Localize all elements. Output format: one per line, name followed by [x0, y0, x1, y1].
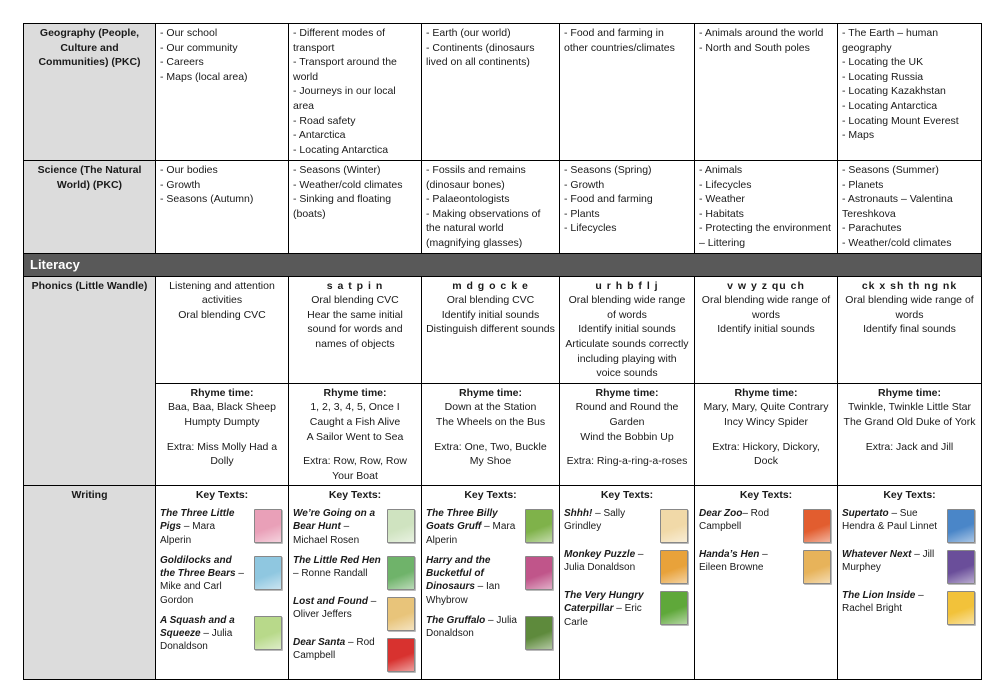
- rhyme-title: Baa, Baa, Black Sheep: [168, 401, 276, 414]
- book-entry: [426, 507, 555, 547]
- rhyme-title: Down at the Station: [444, 401, 537, 414]
- geography-item: - Journeys in our local area: [293, 85, 396, 112]
- book-author: – Ian Whybrow: [426, 581, 500, 606]
- rhyme-title: The Wheels on the Bus: [435, 415, 546, 428]
- science-cell: [695, 161, 838, 254]
- science-item: - Our bodies: [160, 164, 218, 176]
- geography-cell: [695, 24, 838, 161]
- geography-cell: [838, 24, 982, 161]
- book-author: – Mara Alperin: [160, 521, 216, 546]
- rhyme-title: 1, 2, 3, 4, 5, Once I Caught a Fish Alive: [309, 401, 401, 428]
- rhyme-title: Incy Wincy Spider: [723, 415, 809, 428]
- phonics-sounds: m d g o c k e: [452, 279, 529, 292]
- book-cover-image: [387, 597, 415, 631]
- literacy-section-header: Literacy: [24, 253, 982, 276]
- writing-cell: [695, 486, 838, 680]
- science-item: - Animals: [699, 164, 743, 176]
- book-title: Harry and the Bucketful of Dinosaurs: [426, 554, 491, 593]
- rhyme-time-heading: Rhyme time:: [323, 386, 387, 399]
- geography-item: - Road safety: [293, 114, 356, 127]
- book-entry: [293, 595, 417, 629]
- rhyme-title: Mary, Mary, Quite Contrary: [703, 401, 829, 414]
- writing-cell: [156, 486, 289, 680]
- rhyme-row: [24, 383, 982, 486]
- science-row: [24, 161, 982, 254]
- science-item: - Seasons (Spring): [564, 164, 652, 176]
- phonics-row: [24, 276, 982, 383]
- writing-cell: [289, 486, 422, 680]
- book-entry: [842, 548, 977, 582]
- rhyme-title: Humpty Dumpty: [184, 415, 260, 428]
- science-item: - Plants: [564, 207, 600, 220]
- geography-item: - Transport around the world: [293, 56, 397, 83]
- science-item: - Parachutes: [842, 222, 902, 235]
- book-author: – Rachel Bright: [842, 590, 924, 615]
- geography-label: Geography (People, Culture and Communities) (PKC): [24, 24, 156, 161]
- book-author: – Julia Donaldson: [564, 549, 644, 574]
- geography-item: - Food and farming in other countries/climates: [564, 27, 675, 54]
- science-item: - Lifecycles: [699, 178, 752, 191]
- phonics-objective: Distinguish different sounds: [426, 323, 555, 336]
- book-author: – Eric Carle: [564, 603, 642, 628]
- key-texts-heading: Key Texts:: [883, 489, 936, 502]
- phonics-objective: Oral blending CVC: [178, 308, 266, 321]
- book-author: – Rod Campbell: [293, 636, 375, 662]
- rhyme-cell: [560, 383, 695, 486]
- phonics-cell: [695, 276, 838, 383]
- rhyme-extra: Extra: Ring-a-ring-a-roses: [566, 455, 688, 468]
- writing-label: Writing: [24, 486, 156, 680]
- spacer: [564, 444, 690, 454]
- science-item: - Protecting the environment – Littering: [699, 222, 831, 249]
- book-cover-image: [947, 550, 975, 584]
- book-author: – Sally Grindley: [564, 508, 626, 533]
- science-item: - Astronauts – Valentina Tereshkova: [842, 193, 953, 220]
- phonics-sounds: ck x sh th ng nk: [861, 279, 958, 292]
- geography-row: [24, 24, 982, 161]
- rhyme-time-heading: Rhyme time:: [458, 386, 522, 399]
- book-title: The Very Hungry Caterpillar: [564, 590, 644, 615]
- book-entry: [564, 548, 690, 582]
- phonics-label: Phonics (Little Wandle): [24, 276, 156, 486]
- book-entry: [699, 548, 833, 582]
- rhyme-extra: Extra: Jack and Jill: [865, 440, 954, 453]
- book-entry: [426, 614, 555, 648]
- book-author: – Eileen Browne: [699, 549, 768, 574]
- phonics-objective: Identify initial sounds: [717, 323, 815, 336]
- book-author: – Julia Donaldson: [426, 614, 517, 639]
- book-author: – Jill Murphey: [842, 549, 935, 574]
- book-entry: [564, 589, 690, 629]
- rhyme-title: Round and Round the Garden: [575, 401, 679, 428]
- phonics-objective: Identify initial sounds: [441, 308, 540, 321]
- geography-cell: [289, 24, 422, 161]
- phonics-objective: Oral blending wide range of words: [568, 294, 686, 321]
- book-title: The Little Red Hen: [293, 554, 381, 566]
- geography-item: - The Earth – human geography: [842, 27, 939, 54]
- science-item: - Palaeontologists: [426, 193, 510, 206]
- book-cover-image: [387, 556, 415, 590]
- book-entry: [293, 636, 417, 670]
- science-cell: [838, 161, 982, 254]
- phonics-objective: Articulate sounds correctly including playing with voice sounds: [565, 337, 689, 380]
- phonics-cell: [289, 276, 422, 383]
- phonics-cell: [838, 276, 982, 383]
- rhyme-extra: Extra: Miss Molly Had a Dolly: [166, 440, 278, 468]
- science-item: - Weather/cold climates: [293, 178, 403, 191]
- phonics-objective: Oral blending wide range of words: [701, 294, 831, 321]
- science-cell: [560, 161, 695, 254]
- book-title: Shhh!: [564, 508, 593, 520]
- rhyme-cell: [289, 383, 422, 486]
- book-entry: [842, 507, 977, 541]
- geography-item: - Locating the UK: [842, 56, 924, 69]
- geography-cell: [560, 24, 695, 161]
- book-title: We’re Going on a Bear Hunt: [293, 508, 376, 533]
- geography-item: - Our community: [160, 41, 238, 54]
- geography-item: - Animals around the world: [699, 27, 824, 39]
- book-entry: [160, 507, 284, 547]
- book-cover-image: [254, 556, 282, 590]
- phonics-sounds: v w y z qu ch: [727, 279, 805, 292]
- science-item: - Food and farming: [564, 193, 653, 206]
- book-author: – Julia Donaldson: [160, 627, 233, 653]
- rhyme-title: Wind the Bobbin Up: [580, 430, 674, 443]
- book-title: Whatever Next: [842, 549, 912, 561]
- science-item: - Weather/cold climates: [842, 236, 952, 249]
- rhyme-title: Twinkle, Twinkle Little Star: [848, 401, 971, 414]
- book-author: – Michael Rosen: [293, 521, 360, 546]
- phonics-sounds: s a t p i n: [326, 279, 384, 292]
- phonics-objective: Listening and attention activities: [169, 279, 275, 307]
- book-title: The Three Billy Goats Gruff: [426, 508, 498, 533]
- rhyme-time-heading: Rhyme time:: [595, 386, 659, 399]
- book-title: The Lion Inside: [842, 590, 916, 602]
- science-item: - Making observations of the natural world (magnifying glasses): [426, 207, 541, 249]
- phonics-cell: [422, 276, 560, 383]
- book-cover-image: [660, 509, 688, 543]
- geography-item: - Maps: [842, 129, 875, 142]
- phonics-objective: Oral blending CVC: [311, 294, 399, 307]
- book-cover-image: [947, 591, 975, 625]
- science-cell: [156, 161, 289, 254]
- phonics-objective: Oral blending wide range of words: [845, 294, 974, 321]
- key-texts-heading: Key Texts:: [328, 489, 382, 502]
- geography-item: - Locating Kazakhstan: [842, 85, 946, 98]
- science-label: Science (The Natural World) (PKC): [24, 161, 156, 254]
- book-entry: [426, 554, 555, 607]
- phonics-cell: [156, 276, 289, 383]
- book-cover-image: [803, 550, 831, 584]
- science-item: - Weather: [699, 193, 745, 206]
- book-author: – Oliver Jeffers: [293, 595, 377, 621]
- geography-item: - North and South poles: [699, 41, 810, 54]
- geography-item: - Maps (local area): [160, 70, 248, 83]
- geography-item: - Continents (dinosaurs lived on all continents): [426, 41, 535, 69]
- geography-item: - Locating Antarctica: [842, 99, 938, 112]
- book-title: Handa’s Hen: [699, 549, 760, 561]
- rhyme-cell: [422, 383, 560, 486]
- rhyme-time-heading: Rhyme time:: [190, 386, 254, 399]
- geography-item: - Locating Antarctica: [293, 143, 389, 156]
- book-entry: [160, 554, 284, 607]
- writing-row: [24, 486, 982, 680]
- rhyme-extra: Extra: Hickory, Dickory, Dock: [712, 440, 820, 468]
- book-entry: [564, 507, 690, 541]
- science-cell: [422, 161, 560, 254]
- book-entry: [699, 507, 833, 541]
- science-item: - Growth: [564, 178, 605, 191]
- book-title: Monkey Puzzle: [564, 549, 636, 561]
- curriculum-table: [23, 23, 982, 680]
- book-title: Dear Santa: [293, 636, 346, 648]
- geography-item: - Antarctica: [293, 129, 346, 142]
- key-texts-heading: Key Texts:: [195, 489, 249, 502]
- rhyme-time-heading: Rhyme time:: [877, 386, 941, 399]
- rhyme-cell: [156, 383, 289, 486]
- book-author: – Ronne Randall: [293, 568, 368, 580]
- rhyme-extra: Extra: Row, Row, Row Your Boat: [303, 455, 407, 482]
- rhyme-title: The Grand Old Duke of York: [843, 415, 976, 428]
- phonics-sounds: u r h b f l j: [595, 279, 659, 292]
- rhyme-cell: [838, 383, 982, 486]
- book-cover-image: [803, 509, 831, 543]
- book-cover-image: [660, 591, 688, 625]
- science-cell: [289, 161, 422, 254]
- geography-item: - Different modes of transport: [293, 27, 386, 54]
- writing-cell: [838, 486, 982, 680]
- phonics-cell: [560, 276, 695, 383]
- book-cover-image: [254, 509, 282, 543]
- spacer: [842, 430, 977, 440]
- book-title: The Three Little Pigs: [160, 508, 235, 533]
- science-item: - Planets: [842, 178, 884, 191]
- book-author: – Mike and Carl Gordon: [160, 568, 244, 606]
- geography-item: - Careers: [160, 56, 204, 69]
- key-texts-heading: Key Texts:: [739, 489, 793, 502]
- book-title: Dear Zoo: [699, 508, 743, 520]
- book-cover-image: [387, 509, 415, 543]
- book-title: Supertato: [842, 508, 889, 520]
- geography-item: - Earth (our world): [426, 27, 511, 39]
- book-author: – Rod Campbell: [699, 508, 770, 533]
- spacer: [160, 430, 284, 440]
- rhyme-cell: [695, 383, 838, 486]
- book-cover-image: [525, 509, 553, 543]
- geography-item: - Locating Russia: [842, 70, 924, 83]
- key-texts-heading: Key Texts:: [464, 489, 517, 502]
- science-item: - Seasons (Winter): [293, 164, 381, 176]
- geography-item: - Locating Mount Everest: [842, 114, 959, 127]
- book-title: Lost and Found: [293, 595, 368, 607]
- book-cover-image: [525, 556, 553, 590]
- literacy-section-row: [24, 253, 982, 276]
- rhyme-time-heading: Rhyme time:: [734, 386, 798, 399]
- phonics-objective: Hear the same initial sound for words and names of objects: [307, 308, 403, 350]
- book-cover-image: [254, 616, 282, 650]
- book-cover-image: [525, 616, 553, 650]
- book-entry: [842, 589, 977, 623]
- book-title: The Gruffalo: [426, 614, 486, 626]
- science-item: - Habitats: [699, 207, 744, 220]
- book-cover-image: [660, 550, 688, 584]
- phonics-objective: Identify final sounds: [863, 323, 956, 336]
- geography-cell: [156, 24, 289, 161]
- science-item: - Seasons (Summer): [842, 164, 939, 176]
- science-item: - Seasons (Autumn): [160, 193, 254, 206]
- science-item: - Fossils and remains (dinosaur bones): [426, 164, 526, 191]
- geography-item: - Our school: [160, 27, 218, 39]
- spacer: [426, 430, 555, 440]
- book-cover-image: [947, 509, 975, 543]
- book-entry: [293, 554, 417, 588]
- rhyme-title: A Sailor Went to Sea: [306, 430, 404, 443]
- book-author: – Mara Alperin: [426, 521, 516, 546]
- book-title: Goldilocks and the Three Bears: [160, 554, 236, 580]
- geography-cell: [422, 24, 560, 161]
- rhyme-extra: Extra: One, Two, Buckle My Shoe: [434, 440, 547, 468]
- science-item: - Sinking and floating (boats): [293, 193, 392, 220]
- book-title: A Squash and a Squeeze: [160, 614, 235, 639]
- science-item: - Growth: [160, 178, 201, 191]
- book-cover-image: [387, 638, 415, 672]
- book-entry: [160, 614, 284, 654]
- book-author: – Sue Hendra & Paul Linnet: [842, 508, 938, 533]
- science-item: - Lifecycles: [564, 222, 617, 235]
- phonics-objective: Identify initial sounds: [578, 323, 676, 336]
- phonics-objective: Oral blending CVC: [446, 294, 535, 307]
- spacer: [293, 444, 417, 454]
- book-entry: [293, 507, 417, 547]
- writing-cell: [422, 486, 560, 680]
- spacer: [699, 430, 833, 440]
- writing-cell: [560, 486, 695, 680]
- key-texts-heading: Key Texts:: [600, 489, 654, 502]
